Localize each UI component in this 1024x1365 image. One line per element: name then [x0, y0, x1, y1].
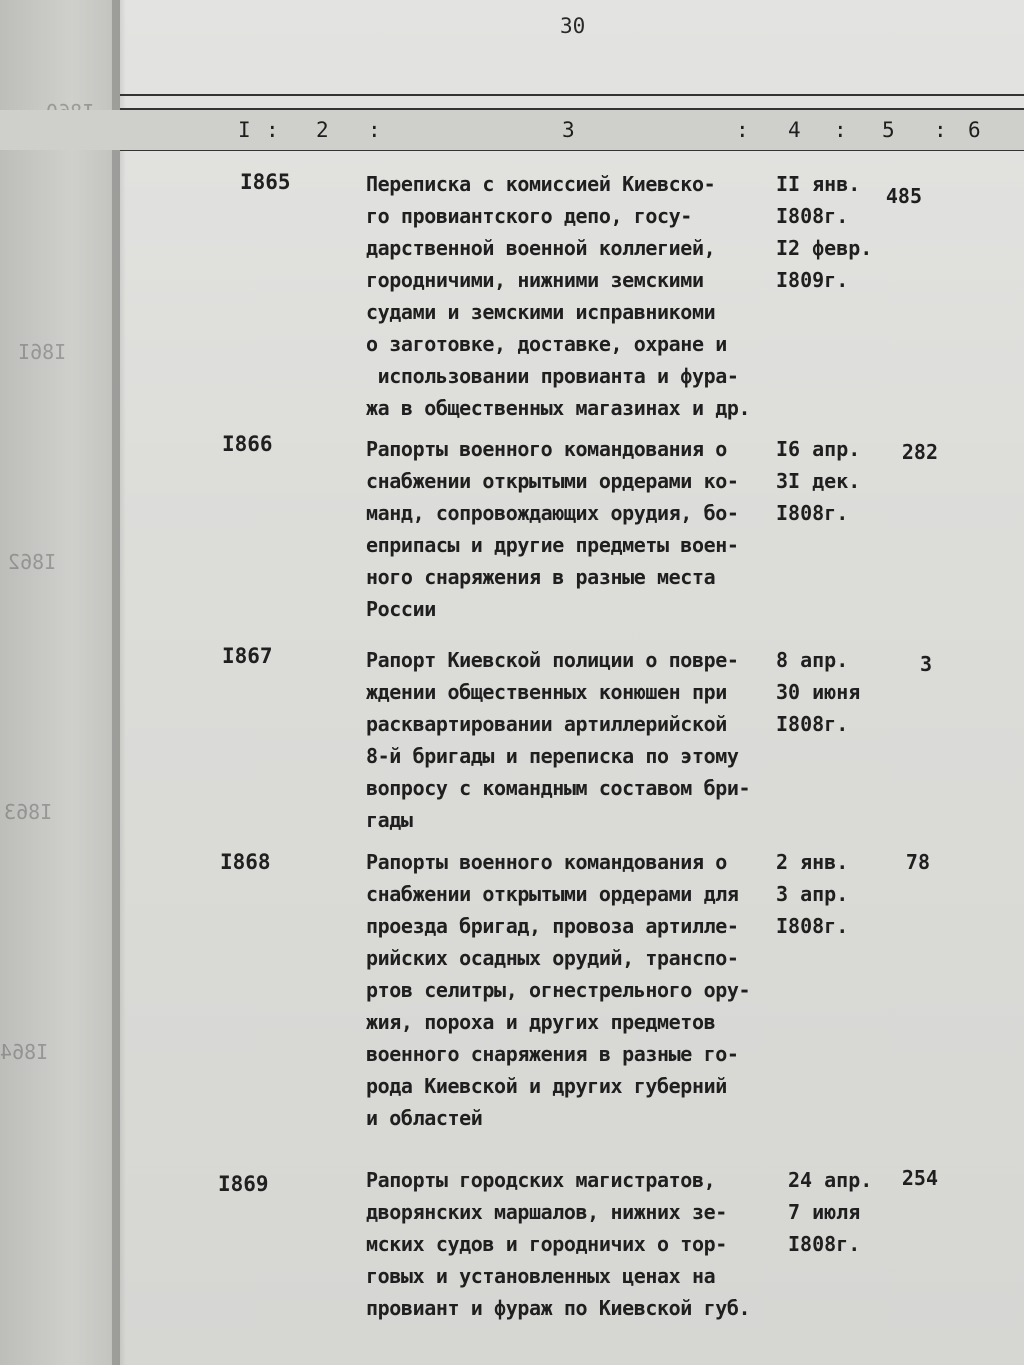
left-page-edge [0, 0, 120, 1365]
entry-dates: II янв. I808г. I2 февр. I809г. [776, 172, 873, 292]
entry-sheets: 254 [901, 1166, 938, 1190]
entry-sheets: 78 [905, 850, 930, 874]
header-rule-bottom [120, 150, 1024, 151]
ghost-number: I862 [8, 550, 57, 574]
entry-number: I866 [222, 432, 273, 456]
entry-number: I865 [240, 170, 291, 194]
entry-sheets: 282 [901, 440, 938, 464]
header-separator: : [934, 118, 947, 142]
entry-description: Рапорты военного командования о снабжении открытыми ордерами ко- манд, сопровождающих орудия, бо- еприпасы и другие предметы воен- ного снаряжения в разные места России [366, 437, 739, 621]
entry-description: Рапорты городских магистратов, дворянских маршалов, нижних зе- мских судов и городничих о тор- говых и установленных ценах на провиант и фураж по Киевской губ. [366, 1168, 751, 1320]
entry-number: I867 [222, 644, 273, 668]
entry-number: I868 [220, 850, 271, 874]
entry-dates: 8 апр. 30 июня I808г. [776, 648, 861, 736]
entry-dates: 24 апр. 7 июля I808г. [788, 1168, 873, 1256]
header-col-6: 6 [968, 118, 981, 142]
ghost-number: I86I [18, 340, 67, 364]
entry-sheets: 3 [919, 652, 932, 676]
ghost-number: I863 [4, 800, 53, 824]
header-separator: : [368, 118, 381, 142]
ghost-number: I864 [0, 1040, 49, 1064]
entry-description: Переписка с комиссией Киевско- го провиантского депо, госу- дарственной военной коллегией, городничими, нижними земскими судами и земскими исправникоми о заготовке, доставке, охране и использовании провианта и фура- жа в общественных магазинах и др. [366, 172, 751, 420]
header-col-3: 3 [562, 118, 575, 142]
entry-dates: I6 апр. 3I дек. I808г. [776, 437, 861, 525]
fold-shadow [112, 0, 126, 1365]
entry-description: Рапорты военного командования о снабжении открытыми ордерами для проезда бригад, провоза артилле- рийских осадных орудий, транспо- ртов селитры, огнестрельного ору- жия, пороха и других предметов военного снаряжения в разные го- рода Киевской и других губерний и областей [366, 850, 751, 1130]
page-number: 30 [560, 14, 586, 38]
header-rule-middle [120, 108, 1024, 110]
header-rule-top [120, 94, 1024, 96]
entry-description: Рапорт Киевской полиции о повре- ждении общественных конюшен при расквартировании артиллерийской 8-й бригады и переписка по этому вопросу с командным составом бри- гады [366, 648, 751, 832]
header-col-2: 2 [316, 118, 329, 142]
header-separator: : [834, 118, 847, 142]
entry-number: I869 [218, 1172, 269, 1196]
header-col-1: I [238, 118, 251, 142]
header-separator: : [266, 118, 279, 142]
header-col-5: 5 [882, 118, 895, 142]
entry-dates: 2 янв. 3 апр. I808г. [776, 850, 849, 938]
table-header [0, 110, 1024, 150]
header-col-4: 4 [788, 118, 801, 142]
entry-sheets: 485 [885, 184, 922, 208]
header-separator: : [736, 118, 749, 142]
